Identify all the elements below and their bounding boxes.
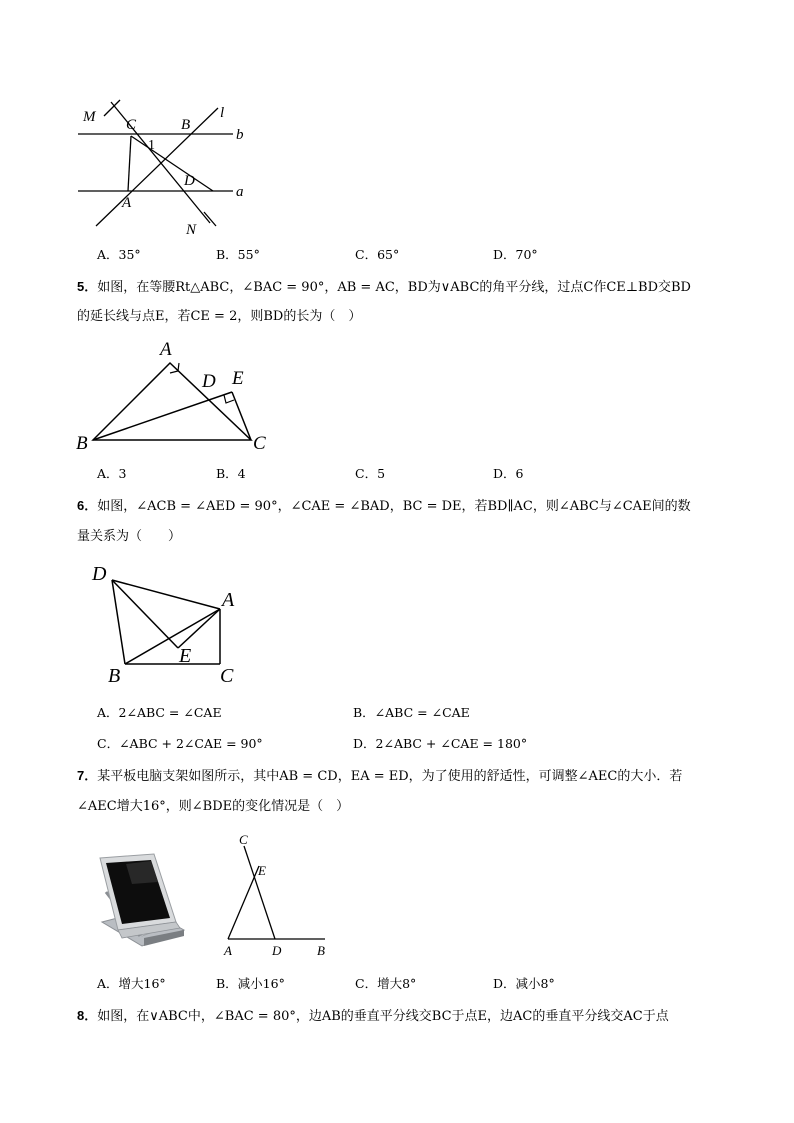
- q4-label-B: B: [181, 117, 191, 133]
- q8-stem-line1: [77, 1006, 669, 1027]
- q6-text-1: 如图，∠ACB = ∠AED = 90°，∠CAE = ∠BAD，BC = DE，若BD∥AC，则∠ABC与∠CAE间的数: [97, 499, 691, 514]
- q7-option-a: A．增大16°: [97, 976, 166, 991]
- q5-figure: [74, 336, 279, 456]
- q4-option-b: B．55°: [216, 247, 260, 262]
- q8-number: 8．: [77, 1008, 98, 1023]
- q6-label-D: D: [92, 563, 107, 585]
- q7-text-1: 某平板电脑支架如图所示，其中AB = CD，EA = ED，为了使用的舒适性，可调整∠AEC的大小．若: [97, 769, 683, 784]
- q7-option-d: D．减小8°: [493, 976, 555, 991]
- q5-stem-line1: [77, 277, 691, 298]
- q7-label-D: D: [272, 943, 282, 958]
- q4-label-M: M: [83, 109, 96, 125]
- q5-option-c: C．5: [355, 466, 386, 481]
- q5-option-b: B．4: [216, 466, 246, 481]
- q6-label-E: E: [179, 645, 192, 667]
- q5-option-a: A．3: [97, 466, 127, 481]
- q6-option-d: D．2∠ABC + ∠CAE = 180°: [353, 736, 528, 751]
- q5-stem-line2: 的延长线与点E，若CE = 2，则BD的长为（ ）: [77, 309, 362, 324]
- q7-label-E: E: [258, 863, 266, 878]
- q4-label-C: C: [126, 117, 137, 133]
- q4-option-a: A．35°: [97, 247, 141, 262]
- q4-label-angle1: 1: [148, 138, 155, 153]
- q6-label-B: B: [108, 665, 121, 687]
- q6-stem-line2: 量关系为（ ）: [77, 529, 182, 544]
- q6-label-C: C: [220, 665, 234, 687]
- tablet-stand-image: [96, 852, 188, 950]
- q6-label-A: A: [222, 589, 235, 611]
- q4-figure: [78, 96, 258, 241]
- q6-option-b: B．∠ABC = ∠CAE: [353, 705, 470, 720]
- q4-label-l: l: [220, 105, 225, 121]
- q5-label-C: C: [253, 433, 266, 454]
- q7-label-B: B: [317, 943, 325, 958]
- q5-option-d: D．6: [493, 466, 524, 481]
- q7-option-b: B．减小16°: [216, 976, 285, 991]
- q5-label-B: B: [76, 433, 88, 454]
- q4-label-b: b: [236, 127, 244, 143]
- q7-label-C: C: [239, 832, 248, 847]
- q6-option-a: A．2∠ABC = ∠CAE: [97, 705, 222, 720]
- q7-label-A: A: [224, 943, 232, 958]
- q7-stem-line2: ∠AEC增大16°，则∠BDE的变化情况是（ ）: [77, 799, 350, 814]
- q4-label-a: a: [236, 184, 244, 200]
- q6-number: 6．: [77, 498, 98, 513]
- q5-number: 5．: [77, 279, 98, 294]
- q7-figure: [212, 830, 342, 960]
- q4-label-A: A: [122, 195, 132, 211]
- q4-option-c: C．65°: [355, 247, 400, 262]
- q6-option-c: C．∠ABC + 2∠CAE = 90°: [97, 736, 263, 751]
- q5-label-E: E: [232, 368, 244, 389]
- q7-stem-line1: [77, 766, 682, 787]
- q6-figure: [86, 558, 246, 688]
- q4-label-D: D: [184, 173, 195, 189]
- q7-number: 7．: [77, 768, 98, 783]
- q4-label-N: N: [186, 222, 197, 238]
- q4-option-d: D．70°: [493, 247, 538, 262]
- q7-option-c: C．增大8°: [355, 976, 417, 991]
- q6-stem-line1: [77, 496, 691, 517]
- q8-text-1: 如图，在∨ABC中，∠BAC = 80°，边AB的垂直平分线交BC于点E，边AC的垂直平分线交AC于点: [97, 1009, 669, 1024]
- q5-label-A: A: [160, 339, 172, 360]
- q5-text-1: 如图，在等腰Rt△ABC，∠BAC = 90°，AB = AC，BD为∨ABC的角平分线，过点C作CE⊥BD交BD: [97, 280, 691, 295]
- q5-label-D: D: [202, 371, 216, 392]
